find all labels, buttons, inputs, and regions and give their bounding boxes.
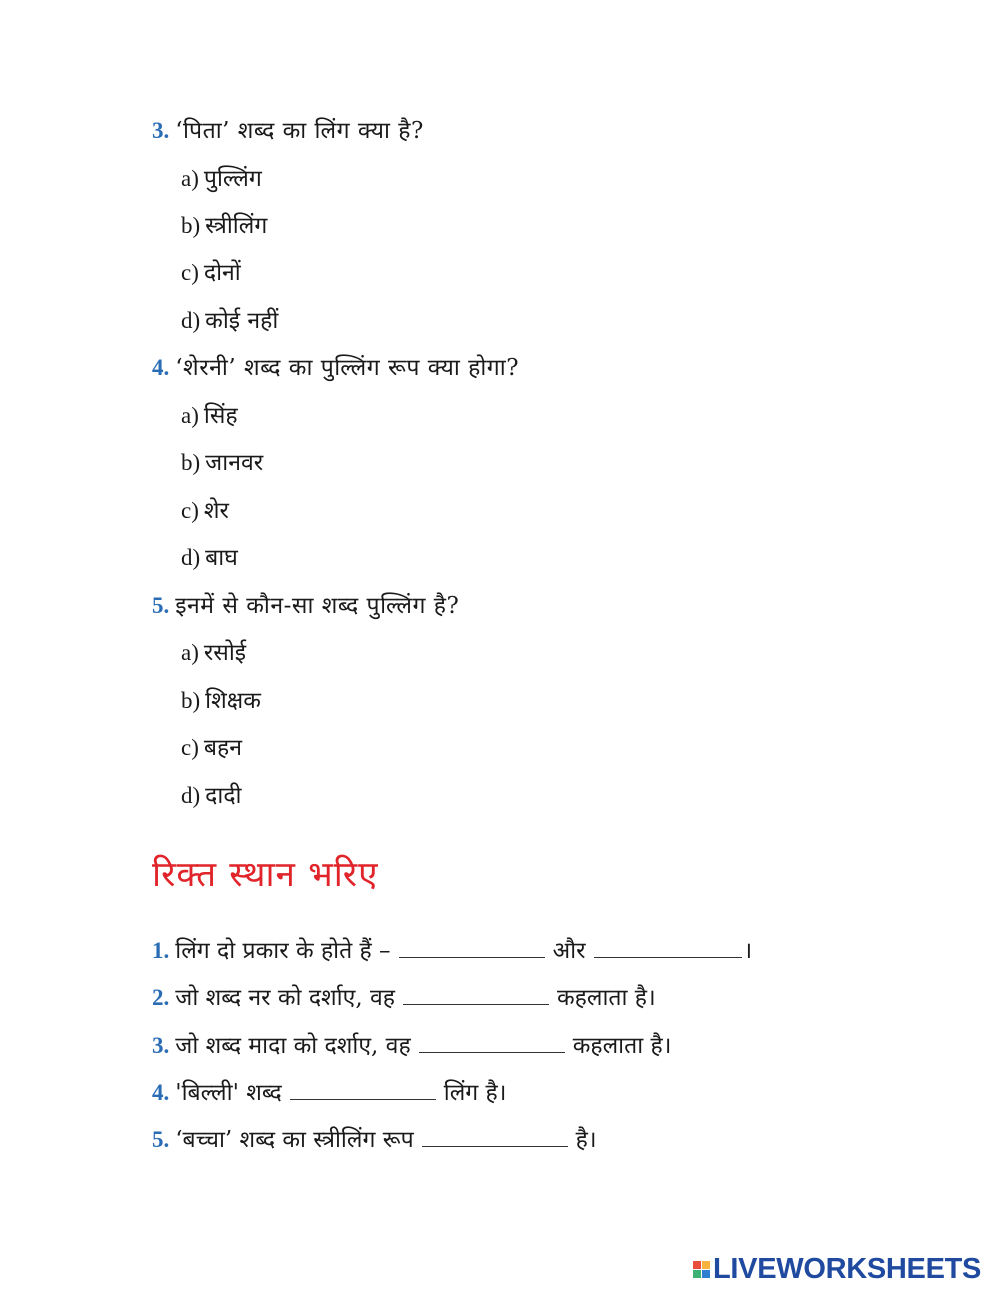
option-label: d) xyxy=(181,308,201,333)
option-label: a) xyxy=(181,403,199,428)
option-4b[interactable] xyxy=(181,448,263,478)
option-text: दोनों xyxy=(203,260,241,286)
option-label: c) xyxy=(181,735,199,760)
option-text: स्त्रीलिंग xyxy=(205,213,268,239)
question-number: 5. xyxy=(152,593,170,618)
option-text: कोई नहीं xyxy=(205,308,279,334)
item-text-before: जो शब्द मादा को दर्शाए, वह xyxy=(175,1033,411,1059)
item-text-before: लिंग दो प्रकार के होते हैं – xyxy=(175,938,391,964)
option-3a[interactable] xyxy=(181,164,262,194)
option-text: शिक्षक xyxy=(205,688,261,714)
item-text-before: 'बिल्ली' शब्द xyxy=(175,1080,282,1106)
option-text: पुल्लिंग xyxy=(203,166,262,192)
blank-input[interactable] xyxy=(403,984,549,1005)
option-3d[interactable] xyxy=(181,306,278,336)
option-5a[interactable] xyxy=(181,638,246,668)
question-4 xyxy=(152,353,519,383)
question-text: ‘पिता’ शब्द का लिंग क्या है? xyxy=(175,118,424,144)
item-text-before: जो शब्द नर को दर्शाए, वह xyxy=(175,985,395,1011)
blank-input[interactable] xyxy=(594,937,742,958)
option-text: बहन xyxy=(203,735,242,761)
option-text: शेर xyxy=(203,498,229,524)
option-label: c) xyxy=(181,498,199,523)
fill-item-2 xyxy=(152,983,656,1013)
option-4a[interactable] xyxy=(181,401,238,431)
option-label: b) xyxy=(181,213,201,238)
blank-input[interactable] xyxy=(422,1126,568,1147)
option-text: जानवर xyxy=(205,450,264,476)
option-4c[interactable] xyxy=(181,496,229,526)
section-heading: रिक्त स्थान भरिए xyxy=(152,855,379,895)
item-text-before: ‘बच्चा’ शब्द का स्त्रीलिंग रूप xyxy=(175,1127,414,1153)
item-text-after: लिंग है। xyxy=(443,1080,507,1106)
blank-input[interactable] xyxy=(290,1079,436,1100)
option-label: b) xyxy=(181,688,201,713)
option-5d[interactable] xyxy=(181,781,242,811)
item-text-after: । xyxy=(743,938,753,964)
question-3 xyxy=(152,116,424,146)
blank-input[interactable] xyxy=(419,1032,565,1053)
option-text: बाघ xyxy=(205,545,238,571)
option-text: रसोई xyxy=(203,640,247,666)
item-number: 4. xyxy=(152,1080,170,1105)
logo-mark-icon xyxy=(693,1261,710,1278)
option-4d[interactable] xyxy=(181,543,238,573)
option-label: c) xyxy=(181,260,199,285)
question-text: ‘शेरनी’ शब्द का पुल्लिंग रूप क्या होगा? xyxy=(175,355,520,381)
option-5b[interactable] xyxy=(181,686,261,716)
liveworksheets-logo[interactable] xyxy=(693,1254,981,1284)
question-number: 3. xyxy=(152,118,170,143)
option-label: a) xyxy=(181,166,199,191)
item-text-after: है। xyxy=(575,1127,597,1153)
fill-item-3 xyxy=(152,1031,671,1061)
blank-input[interactable] xyxy=(399,937,545,958)
question-text: इनमें से कौन-सा शब्द पुल्लिंग है? xyxy=(175,593,460,619)
fill-item-5 xyxy=(152,1125,597,1155)
question-number: 4. xyxy=(152,355,170,380)
option-text: दादी xyxy=(205,783,242,809)
option-label: a) xyxy=(181,640,199,665)
item-number: 1. xyxy=(152,938,170,963)
item-number: 3. xyxy=(152,1033,170,1058)
question-5 xyxy=(152,591,459,621)
option-label: b) xyxy=(181,450,201,475)
item-text-middle: और xyxy=(552,938,586,964)
option-label: d) xyxy=(181,783,201,808)
item-text-after: कहलाता है। xyxy=(572,1033,672,1059)
option-3c[interactable] xyxy=(181,258,241,288)
option-label: d) xyxy=(181,545,201,570)
logo-text: LIVEWORKSHEETS xyxy=(713,1252,982,1285)
fill-item-4 xyxy=(152,1078,506,1108)
fill-item-1 xyxy=(152,936,752,966)
option-5c[interactable] xyxy=(181,733,242,763)
option-text: सिंह xyxy=(203,403,238,429)
item-text-after: कहलाता है। xyxy=(556,985,656,1011)
item-number: 2. xyxy=(152,985,170,1010)
item-number: 5. xyxy=(152,1127,170,1152)
option-3b[interactable] xyxy=(181,211,267,241)
